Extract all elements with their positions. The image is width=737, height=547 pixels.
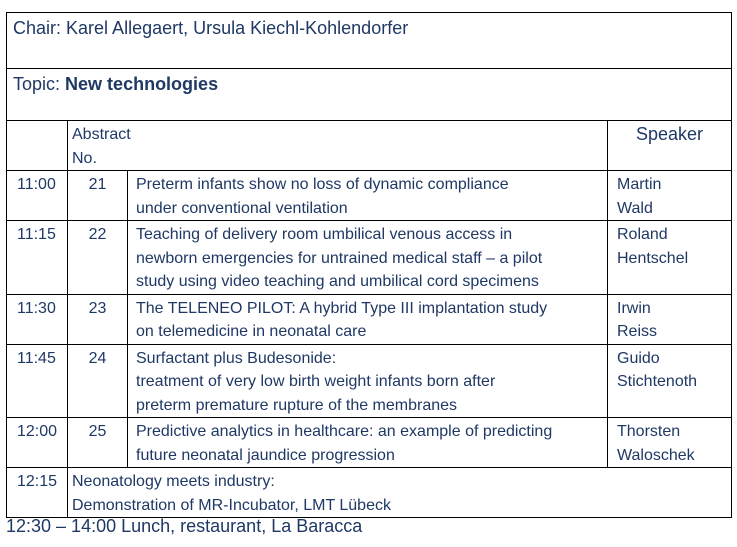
speaker-first-name: Guido (617, 349, 660, 367)
abstract-title (128, 418, 608, 468)
abstract-title (128, 221, 608, 295)
abstract-title (128, 294, 608, 344)
session-row-2 (7, 221, 732, 295)
title-line: Surfactant plus Budesonide: (136, 349, 337, 367)
speaker-last-name: Hentschel (617, 249, 689, 267)
chair-cell (7, 13, 732, 69)
topic-label: Topic: (13, 74, 61, 94)
abstract-header-line1: Abstract (72, 126, 131, 143)
speaker-last-name: Stichtenoth (617, 373, 698, 390)
time-header-cell (7, 121, 68, 171)
topic-row (7, 69, 732, 121)
title-line: preterm premature rupture of the membranes (136, 396, 458, 414)
abstract-number: 21 (68, 171, 128, 221)
industry-line1: Neonatology meets industry: (72, 473, 275, 490)
chair-names: Karel Allegaert, Ursula Kiechl-Kohlendorfer (66, 18, 409, 38)
title-line: Preterm infants show no loss of dynamic compliance (136, 176, 509, 193)
chair-row (7, 13, 732, 69)
speaker-last-name: Waloschek (617, 446, 695, 464)
speaker-first-name: Thorsten (617, 423, 681, 440)
speaker-first-name: Roland (617, 226, 668, 243)
industry-row (7, 468, 732, 518)
industry-time: 12:15 (7, 468, 68, 518)
title-line: under conventional ventilation (136, 199, 348, 217)
session-row-4 (7, 344, 732, 418)
session-time: 11:15 (7, 221, 68, 295)
industry-description (68, 468, 732, 518)
session-row-5 (7, 418, 732, 468)
speaker-first-name: Martin (617, 176, 662, 193)
title-line: newborn emergencies for untrained medical staff – a pilot (136, 249, 543, 267)
title-line: future neonatal jaundice progression (136, 446, 395, 464)
title-line: The TELENEO PILOT: A hybrid Type III implantation study (136, 299, 548, 317)
title-line: on telemedicine in neonatal care (136, 323, 367, 340)
title-line: Predictive analytics in healthcare: an example of predicting (136, 423, 553, 440)
chair-label: Chair: (13, 18, 62, 38)
speaker-first-name: Irwin (617, 299, 651, 317)
abstract-number: 25 (68, 418, 128, 468)
session-time: 11:30 (7, 294, 68, 344)
speaker-last-name: Reiss (617, 323, 658, 340)
abstract-title (128, 171, 608, 221)
abstract-header-cell (68, 121, 608, 171)
speaker-name (608, 221, 732, 295)
speaker-name (608, 294, 732, 344)
industry-line2: Demonstration of MR-Incubator, LMT Lübeck (72, 496, 391, 514)
topic-title: New technologies (65, 74, 219, 94)
header-row (7, 121, 732, 171)
session-row-3 (7, 294, 732, 344)
abstract-number: 22 (68, 221, 128, 295)
speaker-name (608, 418, 732, 468)
speaker-last-name: Wald (617, 199, 653, 217)
session-time: 11:45 (7, 344, 68, 418)
title-line: Teaching of delivery room umbilical venous access in (136, 226, 513, 243)
speaker-name (608, 344, 732, 418)
speaker-name (608, 171, 732, 221)
abstract-number: 24 (68, 344, 128, 418)
abstract-number: 23 (68, 294, 128, 344)
session-time: 12:00 (7, 418, 68, 468)
session-time: 11:00 (7, 171, 68, 221)
lunch-note: 12:30 – 14:00 Lunch, restaurant, La Baracca (6, 516, 363, 536)
title-line: study using video teaching and umbilical cord specimens (136, 273, 539, 290)
abstract-header-line2: No. (72, 149, 97, 167)
speaker-header: Speaker (608, 121, 732, 171)
session-row-1 (7, 171, 732, 221)
topic-cell (7, 69, 732, 121)
program-table (6, 12, 732, 518)
abstract-title (128, 344, 608, 418)
title-line: treatment of very low birth weight infants born after (136, 373, 496, 390)
